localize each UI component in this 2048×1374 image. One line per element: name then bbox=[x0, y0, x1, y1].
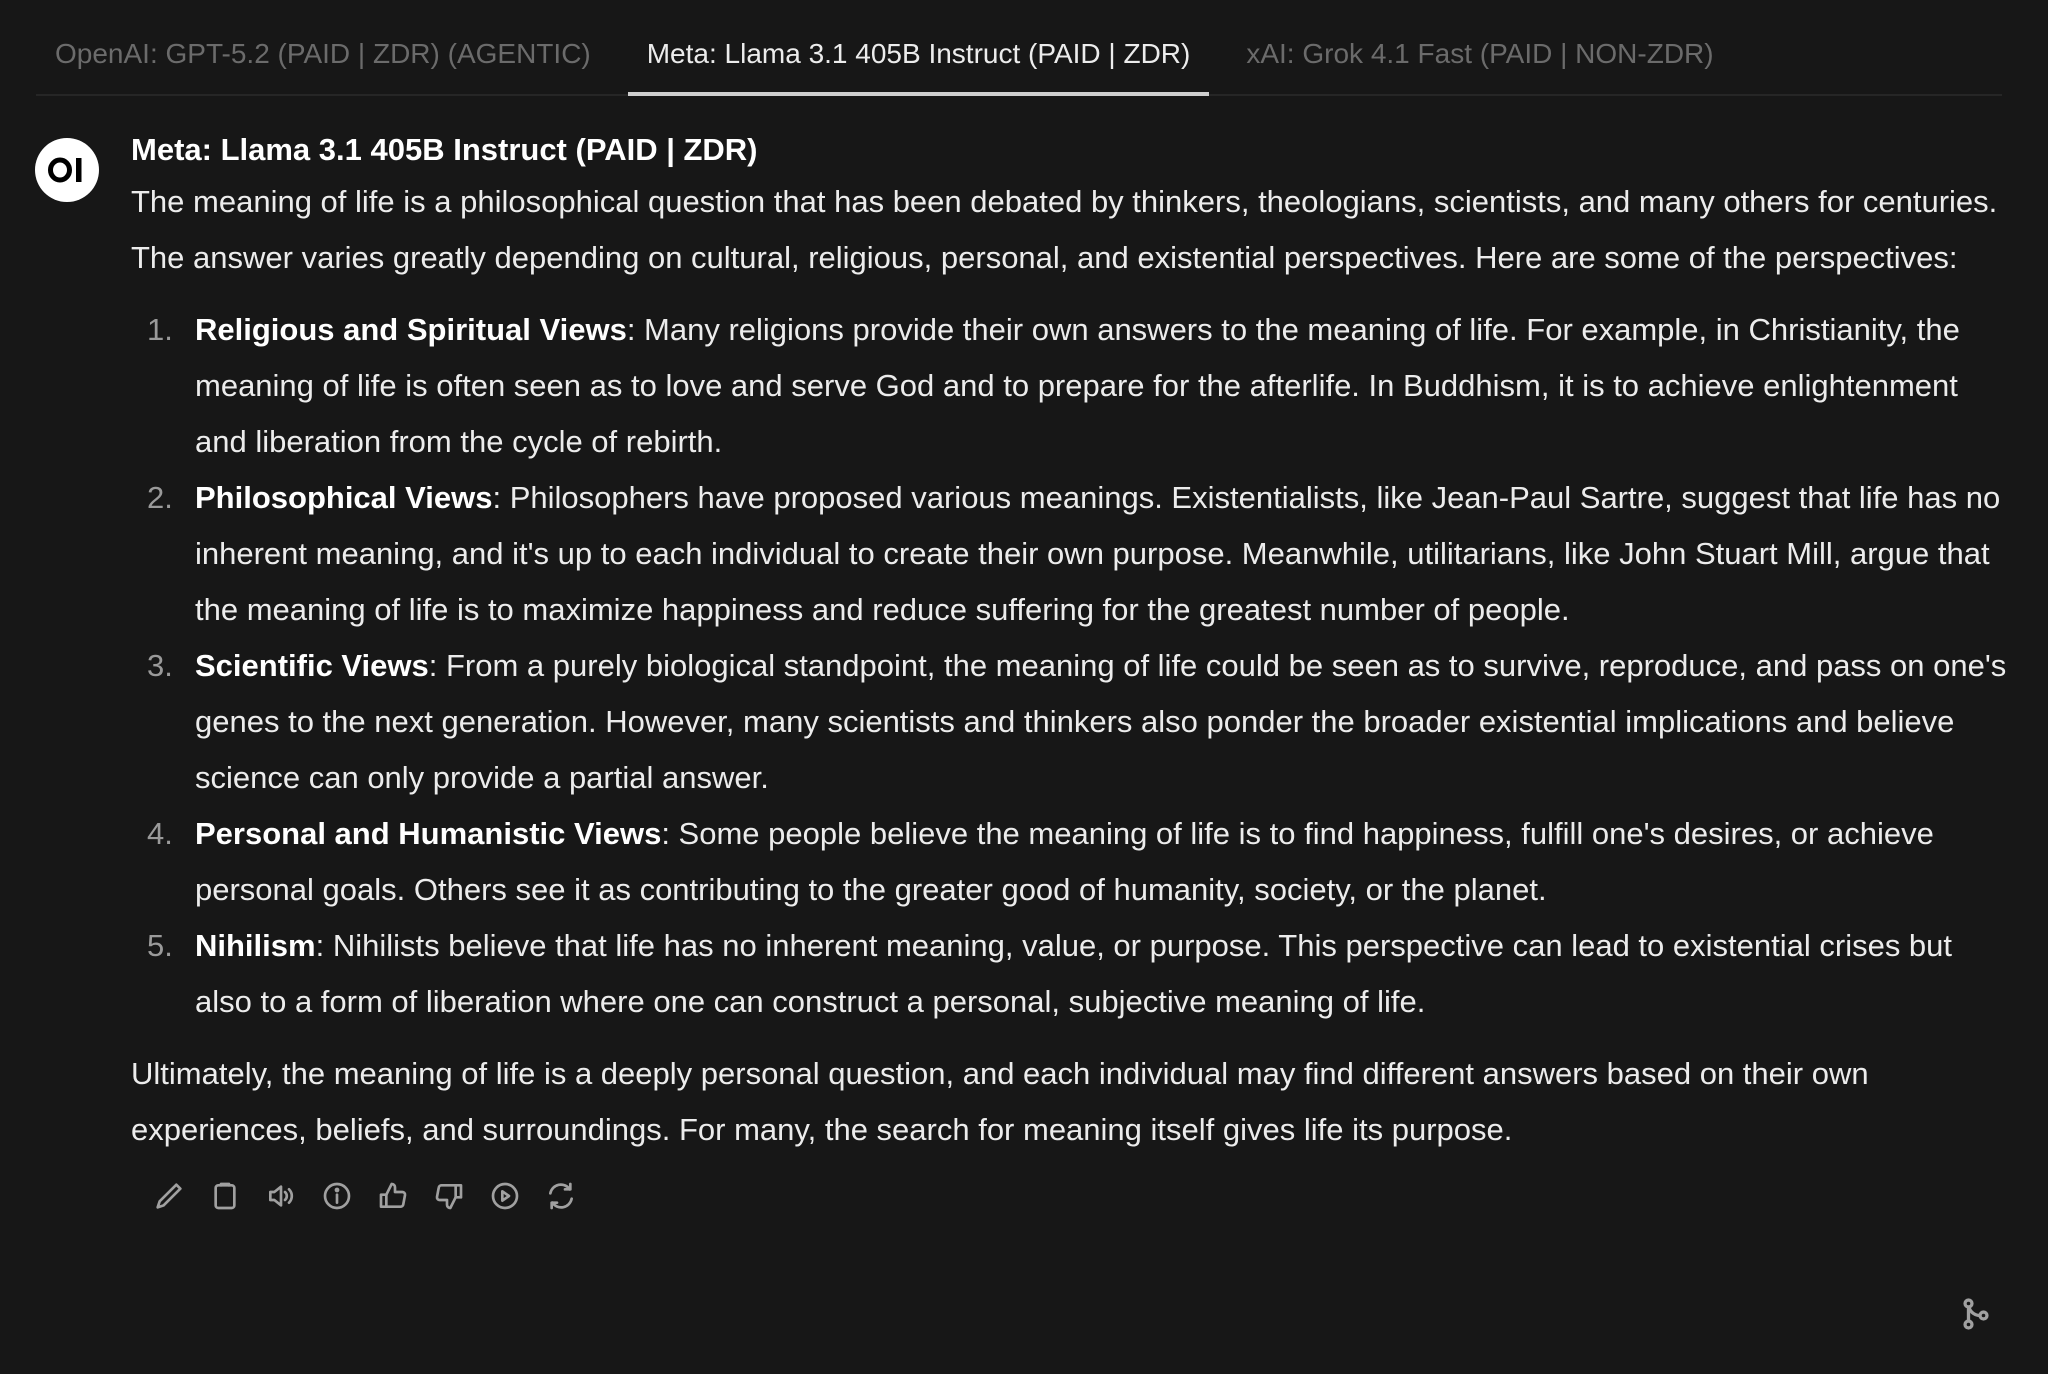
list-item: 2. Philosophical Views: Philosophers have proposed various meanings. Existentialists, like Jean-Paul Sartre, suggest that life has no inherent meaning, and it's up to each individual to create their own purpose. Meanwhile, utilitarians, like John Stuart Mill, argue that the meaning of life is to maximize happiness and reduce suffering for the greatest number of people. bbox=[147, 480, 2001, 627]
intro-paragraph: The meaning of life is a philosophical question that has been debated by thinkers, theologians, scientists, and many others for centuries. The answer varies greatly depending on cultural, religious, personal, and existential perspectives. Here are some of the perspectives: bbox=[131, 184, 1998, 275]
info-button[interactable] bbox=[309, 1174, 365, 1218]
message-actions bbox=[141, 1174, 2011, 1218]
regenerate-icon bbox=[545, 1180, 577, 1212]
tab-gpt-5-2[interactable]: OpenAI: GPT-5.2 (PAID | ZDR) (AGENTIC) bbox=[55, 38, 591, 69]
bad-response-button[interactable] bbox=[421, 1174, 477, 1218]
tab-llama-3-1-405b[interactable]: Meta: Llama 3.1 405B Instruct (PAID | ZDR) bbox=[628, 38, 1210, 94]
regenerate-button[interactable] bbox=[533, 1174, 589, 1218]
perspectives-list bbox=[131, 302, 2011, 1030]
tab-grok-4-1-fast[interactable]: xAI: Grok 4.1 Fast (PAID | NON-ZDR) bbox=[1246, 38, 1714, 69]
edit-button[interactable] bbox=[141, 1174, 197, 1218]
list-item: 1. Religious and Spiritual Views: Many religions provide their own answers to the meaning of life. For example, in Christianity, the meaning of life is often seen as to love and serve God and to prepare for the afterlife. In Buddhism, it is to achieve enlightenment and liberation from the cycle of rebirth. bbox=[147, 312, 1960, 459]
list-item: 4. Personal and Humanistic Views: Some people believe the meaning of life is to find happiness, fulfill one's desires, or achieve personal goals. Others see it as contributing to the greater good of humanity, society, or the planet. bbox=[147, 816, 1934, 907]
conclusion-paragraph: Ultimately, the meaning of life is a deeply personal question, and each individual may find different answers based on their own experiences, beliefs, and surroundings. For many, the search for meaning itself gives life its purpose. bbox=[131, 1056, 1869, 1147]
continue-response-button[interactable] bbox=[477, 1174, 533, 1218]
branch-icon bbox=[1958, 1296, 1994, 1332]
list-item: 3. Scientific Views: From a purely biological standpoint, the meaning of life could be seen as to survive, reproduce, and pass on one's genes to the next generation. However, many scientists and thinkers also ponder the broader existential implications and believe science can only provide a partial answer. bbox=[147, 648, 2007, 795]
list-item: 5. Nihilism: Nihilists believe that life has no inherent meaning, value, or purpose. This perspective can lead to existential crises but also to a form of liberation where one can construct a personal, subjective meaning of life. bbox=[147, 928, 1953, 1019]
read-aloud-button[interactable] bbox=[253, 1174, 309, 1218]
model-tabs bbox=[36, 0, 2002, 96]
openwebui-logo-icon bbox=[47, 155, 87, 185]
model-name: Meta: Llama 3.1 405B Instruct (PAID | ZDR) bbox=[131, 132, 758, 167]
message-content bbox=[131, 132, 2011, 1218]
read-aloud-icon bbox=[265, 1180, 297, 1212]
copy-button[interactable] bbox=[197, 1174, 253, 1218]
continue-icon bbox=[489, 1180, 521, 1212]
thumbs-down-icon bbox=[433, 1180, 465, 1212]
branch-button[interactable] bbox=[1958, 1296, 1994, 1332]
good-response-button[interactable] bbox=[365, 1174, 421, 1218]
edit-icon bbox=[153, 1180, 185, 1212]
model-avatar bbox=[35, 138, 99, 202]
info-icon bbox=[321, 1180, 353, 1212]
copy-icon bbox=[209, 1180, 241, 1212]
thumbs-up-icon bbox=[377, 1180, 409, 1212]
